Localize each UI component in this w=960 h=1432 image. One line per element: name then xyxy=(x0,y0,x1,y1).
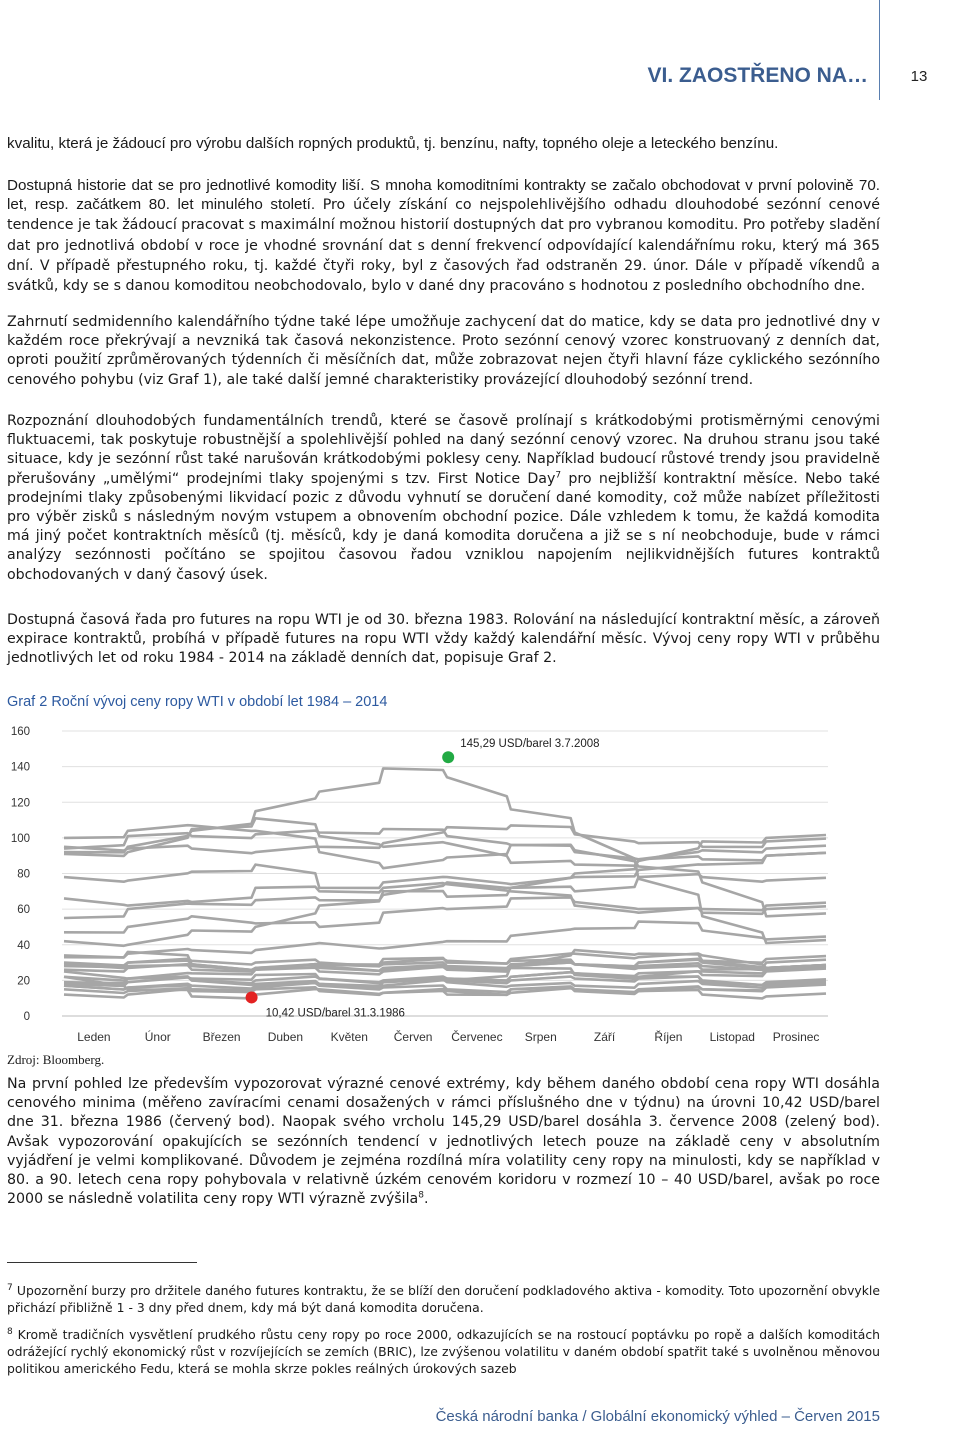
header-divider xyxy=(879,0,880,100)
paragraph: kvalitu, která je žádoucí pro výrobu dalších ropných produktů, tj. benzínu, nafty, topného oleje a leteckého benzínu. xyxy=(7,135,779,152)
min-price-point xyxy=(246,991,258,1003)
x-tick-label: Červen xyxy=(393,1030,433,1044)
footnote-number: 8 xyxy=(7,1326,13,1337)
paragraph-part: Rozpoznání dlouhodobých fundamentálních trendů, které se časově prolínají s krátkodobými protisměrnými cenovými fluktuacemi, tak poskytuje robustnější a spolehlivější pohled na daný sezónní cenový vzorec. Na druhou stranu jsou také situace, kdy je sezónní růst také narušován krátkodobými poklesy ceny. Například budoucí růstové trendy jsou pravidelně přerušovány „umělými“ prodejními tlaky spojenými s tzv. First Notice Day xyxy=(7,413,880,487)
matrix-text xyxy=(7,313,880,394)
x-tick-label: Duben xyxy=(267,1030,304,1044)
paragraph-part: . xyxy=(423,1191,429,1208)
paragraph xyxy=(7,176,880,296)
wti-price-chart xyxy=(0,718,860,1058)
x-tick-label: Září xyxy=(593,1030,616,1044)
page-footer: Česká národní banka / Globální ekonomický výhled – Červen 2015 xyxy=(435,1408,880,1425)
x-tick-label: Říjen xyxy=(654,1030,683,1044)
paragraph-part: Pro účely získání co nejspolehlivějšího odhadu dlouhodobé sezónní cenové tendence je tak žádoucí pracovat s maximální možnou historií dostupných dat pro vybranou komoditu. Pro potřeby sladění dat pro jednotlivá období v roce je vhodné srovnání dat s denní frekvencí odpovídající kalendářnímu roku, který má 365 dní. V případě přestupného roku, tj. každé čtyři roky, byl z časových řad odstraněn 29. únor. Dále v případě víkendů a svátků, kdy se s danou komoditou neobchodovalo, bylo v dané dny pracováno s hodnotou z posledního obchodního dne. xyxy=(7,197,880,295)
annotation-label: 145,29 USD/barel 3.7.2008 xyxy=(460,738,600,751)
y-tick-label: 60 xyxy=(17,904,30,917)
section-title: VI. ZAOSTŘENO NA… xyxy=(647,64,868,87)
footnote-7 xyxy=(7,1282,880,1316)
x-tick-label: Srpen xyxy=(524,1030,557,1044)
footnote-text: Upozornění burzy pro držitele daného futures kontraktu, že se blíží den doručení podkladového aktiva - komodity. Toto upozornění obvykle přichází přibližně 1 - 3 dny před dnem, kdy má být daná komodita doručena. xyxy=(7,1283,880,1315)
analysis-text xyxy=(7,1075,880,1213)
series-line xyxy=(64,922,826,958)
y-tick-label: 0 xyxy=(23,1011,30,1023)
y-tick-label: 120 xyxy=(10,797,30,810)
y-tick-label: 20 xyxy=(17,975,30,988)
intro-text xyxy=(7,134,880,157)
footnote-ref: 7 xyxy=(555,469,562,480)
annotation-label: 10,42 USD/barel 31.3.1986 xyxy=(265,1007,405,1020)
footnote-number: 7 xyxy=(7,1282,13,1293)
footnote-text: Kromě tradičních vysvětlení prudkého růstu ceny ropy po roce 2000, odkazujících se na rostoucí poptávku po ropě a dalších komoditách odrážející rychlý ekonomický růst v rozvíjejících se zemích (BRIC), lze zvýšenou volatilitu v daném období spatřit také s uvolněnou měnovou politikou amerického Fedu, která se mohla skrze pokles reálných úrokových sazeb xyxy=(7,1327,880,1376)
chart-title: Graf 2 Roční vývoj ceny ropy WTI v období let 1984 – 2014 xyxy=(7,694,388,710)
x-tick-label: Květen xyxy=(330,1030,368,1044)
chart-source: Zdroj: Bloomberg. xyxy=(7,1052,105,1067)
x-tick-label: Listopad xyxy=(709,1030,755,1044)
y-tick-label: 80 xyxy=(17,868,30,881)
paragraph-part: Na první pohled lze především vypozorovat výrazné cenové extrémy, kdy během daného období cena ropy WTI dosáhla cenového minima (měřeno zavíracími cenami dosažených v rámci příslušného dne v týdnu) na úrovni 10,42 USD/barel dne 31. března 1986 (červený bod). Naopak svého vrcholu 145,29 USD/barel dosáhla 3. července 2008 (zelený bod). Avšak vypozorování opakujících se sezónních tendencí v jednotlivých letech pouze na základě ceny v absolutním vyjádření je velmi komplikované. Důvodem je zejména rozdílná míra volatility ceny ropy na minulosti, kdy se například v 80. a 90. letech cena ropy pohybovala v relativně úzkém cenovém koridoru v rozmezí 10 – 40 USD/barel, avšak po roce 2000 se následně volatilita ceny ropy WTI výrazně zvýšila xyxy=(7,1076,880,1208)
series-line xyxy=(64,768,826,943)
x-tick-label: Prosinec xyxy=(772,1030,820,1044)
x-tick-label: Leden xyxy=(77,1030,111,1044)
paragraph: Dostupná časová řada pro futures na ropu WTI je od 30. března 1983. Rolování na následující kontraktní měsíc, a zároveň expirace kontraktů, probíhá v případě futures na ropu WTI vždy každý kalendářní měsíc. Vývoj ceny ropy WTI v průběhu jednotlivých let od roku 1984 - 2014 na základě denních dat, popisuje Graf 2. xyxy=(7,612,880,667)
paragraph-part: Dostupná historie dat se pro jednotlivé komodity liší. S mnoha komoditními kontrakty se začalo obchodovat v první polovině 70. let, resp. začátkem 80. let minulého století. xyxy=(7,177,880,214)
wti-text xyxy=(7,611,880,673)
footnote-divider xyxy=(7,1262,197,1263)
max-price-point xyxy=(442,751,454,763)
paragraph xyxy=(7,412,880,585)
x-tick-label: Březen xyxy=(202,1030,241,1044)
footnote-ref: 8 xyxy=(418,1190,424,1201)
footnote-8 xyxy=(7,1326,880,1377)
y-tick-label: 140 xyxy=(10,761,30,774)
y-tick-label: 40 xyxy=(17,939,30,952)
y-tick-label: 160 xyxy=(10,726,30,738)
x-tick-label: Únor xyxy=(144,1030,171,1044)
series-line xyxy=(64,846,826,918)
paragraph xyxy=(7,1075,880,1209)
history-text xyxy=(7,176,880,296)
paragraph-part: pro nejbližší kontraktní měsíce. Nebo také prodejními tlaky způsobenými likvidací pozic z důvodu vyhnutí se doručení dané komodity, což může nabízet příležitosti pro výběr zisků s následným novým vstupem a obnovením obchodní pozice. Dále vzhledem k tomu, že každá komodita má jiný počet kontraktních měsíců (tj. měsíců, kdy je daná komodita doručena a již se s ní neobchoduje, bude v rámci analýzy sezónnosti počítáno se spojitou časovou řadou vzniklou napojením nejlikvidnějších futures kontraktů obchodovaných v daný časový úsek. xyxy=(7,470,880,583)
page-number: 13 xyxy=(910,68,928,85)
trend-text xyxy=(7,412,880,589)
paragraph: Zahrnutí sedmidenního kalendářního týdne také lépe umožňuje zachycení dat do matice, kdy se data pro jednotlivé dny v každém roce překrývají a nevzniká tak časová nekonzistence. Proto sezónní cenový vzorec konstruovaný z denních dat, oproti použití zprůměrovaných týdenních či měsíčních dat, může zobrazovat nejen čtyři hlavní fáze cyklického sezónního cenového pohybu (viz Graf 1), ale také další jemné charakteristiky provázející dlouhodobý sezónní trend. xyxy=(7,314,880,388)
x-tick-label: Červenec xyxy=(451,1030,503,1044)
y-tick-label: 100 xyxy=(10,832,30,845)
